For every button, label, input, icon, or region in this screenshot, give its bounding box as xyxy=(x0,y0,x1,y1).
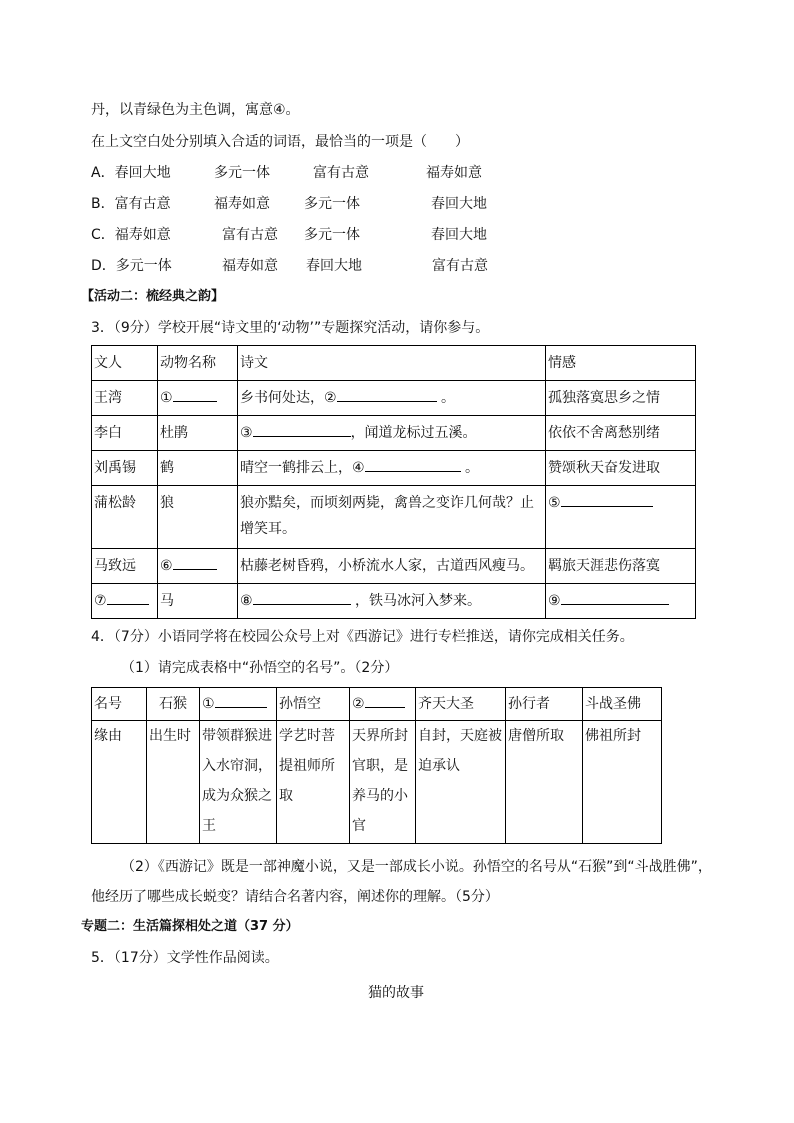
table-cell: 孙悟空 xyxy=(277,688,350,721)
option-d[interactable] xyxy=(91,256,691,276)
header-cell: 文人 xyxy=(92,346,158,381)
table-cell: 齐天大圣 xyxy=(416,688,506,721)
poem-text: 。 xyxy=(465,460,480,476)
header-cell: 动物名称 xyxy=(158,346,238,381)
question-4-part-1: （1）请完成表格中“孙悟空的名号”。（2分） xyxy=(121,660,399,676)
table-cell: 孙行者 xyxy=(506,688,583,721)
poetry-animals-table xyxy=(91,345,696,619)
option-word: 春回大地 xyxy=(306,258,362,274)
option-label: B．富有古意 xyxy=(91,196,171,212)
question-instruction: 在上文空白处分别填入合适的词语，最恰当的一项是（ ） xyxy=(91,134,469,150)
option-word: 春回大地 xyxy=(431,196,487,212)
option-word: 多元一体 xyxy=(304,227,360,243)
table-cell: 出生时 xyxy=(147,721,200,844)
table-cell[interactable] xyxy=(158,549,238,584)
table-cell: 王湾 xyxy=(92,381,158,416)
question-4: 4．（7分）小语同学将在校园公众号上对《西游记》进行专栏推送，请你完成相关任务。 xyxy=(91,629,634,645)
table-cell[interactable] xyxy=(158,381,238,416)
option-label: A．春回大地 xyxy=(91,165,171,181)
table-cell: 羁旅天涯悲伤落寞 xyxy=(546,549,696,584)
blank-line[interactable] xyxy=(253,422,351,437)
table-cell: 马 xyxy=(158,584,238,619)
option-word: 福寿如意 xyxy=(214,196,270,212)
question-4-part-2-line-1: （2）《西游记》既是一部神魔小说，又是一部成长小说。孙悟空的名号从“石猴”到“斗战胜佛”， xyxy=(121,859,712,875)
table-cell: 石猴 xyxy=(147,688,200,721)
blank-marker: ⑤ xyxy=(548,495,561,511)
option-b[interactable] xyxy=(91,194,691,214)
blank-marker: ⑥ xyxy=(160,558,173,574)
wukong-titles-table xyxy=(91,687,662,844)
blank-marker: ① xyxy=(202,696,215,712)
option-label: C．福寿如意 xyxy=(91,227,171,243)
table-cell[interactable] xyxy=(238,381,546,416)
activity-heading: 【活动二：梳经典之韵】 xyxy=(81,289,225,304)
topic-heading: 专题二：生活篇探相处之道（37 分） xyxy=(81,919,299,934)
question-3: 3．（9分）学校开展“诗文里的‘动物’”专题探究活动，请你参与。 xyxy=(91,320,490,336)
table-cell: 天界所封官职，是养马的小官 xyxy=(350,721,416,844)
option-word: 春回大地 xyxy=(431,227,487,243)
blank-line[interactable] xyxy=(561,492,653,507)
blank-line[interactable] xyxy=(173,555,217,570)
table-cell: 杜鹃 xyxy=(158,416,238,451)
story-title: 猫的故事 xyxy=(368,985,424,1001)
intro-tail: 丹，以青绿色为主色调，寓意④。 xyxy=(91,102,300,118)
option-label: D．多元一体 xyxy=(91,258,172,274)
table-cell: 枯藤老树昏鸦，小桥流水人家，古道西风瘦马。 xyxy=(238,549,546,584)
blank-line[interactable] xyxy=(107,590,149,605)
table-cell: 学艺时菩提祖师所取 xyxy=(277,721,350,844)
table-cell[interactable] xyxy=(350,688,416,721)
table-cell: 马致远 xyxy=(92,549,158,584)
table-cell[interactable] xyxy=(546,486,696,549)
blank-line[interactable] xyxy=(173,387,217,402)
blank-line[interactable] xyxy=(215,693,267,708)
table-cell: 带领群猴进入水帘洞，成为众猴之王 xyxy=(200,721,277,844)
table-cell: 狼 xyxy=(158,486,238,549)
poem-text: 乡书何处达，② xyxy=(240,390,337,406)
table-cell: 狼亦黠矣，而顷刻两毙，禽兽之变诈几何哉？止增笑耳。 xyxy=(238,486,546,549)
table-cell[interactable] xyxy=(238,451,546,486)
table-cell[interactable] xyxy=(200,688,277,721)
table-cell: 赞颂秋天奋发进取 xyxy=(546,451,696,486)
option-c[interactable] xyxy=(91,225,691,245)
table-cell: 自封，天庭被迫承认 xyxy=(416,721,506,844)
option-word: 富有古意 xyxy=(222,227,278,243)
table-cell: 鹤 xyxy=(158,451,238,486)
table-cell[interactable] xyxy=(92,584,158,619)
blank-marker: ③ xyxy=(240,425,253,441)
table-cell: 刘禹锡 xyxy=(92,451,158,486)
blank-line[interactable] xyxy=(253,590,351,605)
option-word: 富有古意 xyxy=(313,165,369,181)
option-word: 福寿如意 xyxy=(426,165,482,181)
table-cell: 孤独落寞思乡之情 xyxy=(546,381,696,416)
header-cell: 诗文 xyxy=(238,346,546,381)
table-cell: 缘由 xyxy=(92,721,147,844)
option-word: 多元一体 xyxy=(214,165,270,181)
poem-text: 晴空一鹤排云上，④ xyxy=(240,460,365,476)
poem-text: ，闻道龙标过五溪。 xyxy=(350,425,477,441)
blank-marker: ⑧ xyxy=(240,593,253,609)
option-a[interactable] xyxy=(91,163,691,183)
option-word: 富有古意 xyxy=(432,258,488,274)
blank-marker: ⑨ xyxy=(548,593,561,609)
table-cell: 斗战圣佛 xyxy=(583,688,662,721)
poem-text: 。 xyxy=(441,390,456,406)
table-cell: 唐僧所取 xyxy=(506,721,583,844)
header-cell: 情感 xyxy=(546,346,696,381)
option-word: 多元一体 xyxy=(304,196,360,212)
blank-marker: ② xyxy=(352,696,365,712)
blank-line[interactable] xyxy=(337,387,437,402)
table-cell: 蒲松龄 xyxy=(92,486,158,549)
blank-marker: ① xyxy=(160,390,173,406)
question-4-part-2-line-2: 他经历了哪些成长蜕变？请结合名著内容，阐述你的理解。（5分） xyxy=(91,889,499,905)
table-cell[interactable] xyxy=(238,584,546,619)
poem-text: ，铁马冰河入梦来。 xyxy=(355,593,482,609)
blank-line[interactable] xyxy=(365,457,461,472)
table-cell: 名号 xyxy=(92,688,147,721)
table-cell[interactable] xyxy=(546,584,696,619)
blank-marker: ⑦ xyxy=(94,593,107,609)
blank-line[interactable] xyxy=(365,693,405,708)
table-cell: 佛祖所封 xyxy=(583,721,662,844)
option-word: 福寿如意 xyxy=(222,258,278,274)
table-cell: 依依不舍离愁别绪 xyxy=(546,416,696,451)
question-5: 5．（17分）文学性作品阅读。 xyxy=(91,950,279,966)
blank-line[interactable] xyxy=(561,590,669,605)
table-cell[interactable] xyxy=(238,416,546,451)
table-cell: 李白 xyxy=(92,416,158,451)
